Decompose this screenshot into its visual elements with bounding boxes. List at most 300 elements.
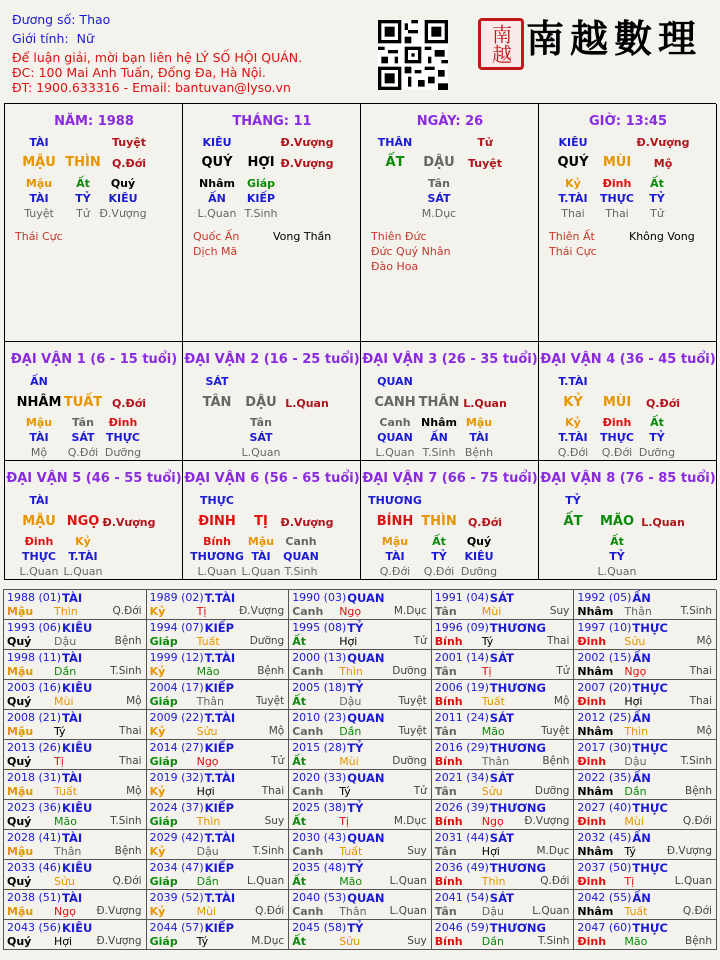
year-branch: Dần — [196, 875, 219, 888]
year-cell — [289, 890, 432, 920]
pillar-stem-branch: Q.Đới — [111, 157, 147, 170]
year-label: 2012 (25) — [577, 711, 632, 724]
brand-title: 南越數理 — [526, 16, 703, 61]
year-cell — [4, 710, 147, 740]
qr-code-icon[interactable] — [378, 20, 448, 90]
pillar-title: NGÀY: 26 — [416, 114, 484, 129]
year-branch: Tuất — [481, 695, 505, 708]
pillar-hidden-stem: Ất — [76, 177, 90, 190]
pillar-hidden-god: TỶ — [649, 192, 665, 205]
year-label: 2014 (27) — [149, 741, 204, 754]
year-stem: Bính — [434, 875, 463, 888]
dai-van-phase: Q.Đới — [601, 446, 633, 459]
pillar-stem-branch: Đ.Vượng — [280, 157, 334, 170]
dai-van-hidden-god: QUAN — [283, 550, 319, 563]
pillar-stem-branch: HỢI — [247, 155, 275, 170]
dai-van-ten-god: QUAN — [377, 375, 413, 388]
pillar-star: Đào Hoa — [371, 260, 419, 273]
year-cell — [4, 590, 147, 620]
year-label: 1997 (10) — [577, 621, 632, 634]
year-ten-god: TỶ — [347, 621, 364, 635]
pillar-cell — [5, 104, 183, 342]
pillar-star: Thiên Ất — [549, 230, 595, 243]
dai-van-stem-branch: BÍNH — [376, 514, 414, 529]
year-phase: Bệnh — [114, 845, 142, 857]
pillar-ten-god: Đ.Vượng — [636, 136, 690, 149]
dai-van-ten-god: SÁT — [205, 375, 229, 388]
year-branch: Tuất — [196, 635, 220, 648]
year-ten-god: TỶ — [347, 861, 364, 875]
year-label: 1991 (04) — [434, 591, 489, 604]
dai-van-hidden-stem: Bính — [203, 535, 231, 548]
gender-value: Nữ — [76, 31, 94, 46]
year-ten-god: T.TÀI — [204, 891, 236, 905]
year-phase: Q.Đới — [682, 815, 712, 827]
year-branch: Sửu — [339, 935, 361, 948]
year-cell — [4, 680, 147, 710]
year-label: 2005 (18) — [292, 681, 347, 694]
dai-van-hidden-god: TÀI — [29, 431, 49, 444]
year-cell — [147, 830, 290, 860]
year-stem: Đinh — [577, 935, 607, 948]
year-stem: Ất — [292, 815, 306, 828]
year-label: 2016 (29) — [434, 741, 489, 754]
year-ten-god: KIÊU — [62, 921, 93, 935]
dai-van-hidden-god: QUAN — [377, 431, 413, 444]
year-ten-god: T.TÀI — [204, 711, 236, 725]
dai-van-phase: L.Quan — [63, 565, 103, 578]
dai-van-hidden-stem: Đinh — [108, 416, 138, 429]
year-phase: Mộ — [126, 695, 142, 707]
year-ten-god: TỶ — [347, 681, 364, 695]
year-ten-god: QUAN — [347, 591, 385, 605]
dai-van-title: ĐẠI VẬN 6 (56 - 65 tuổi) — [184, 471, 360, 486]
dai-van-title: ĐẠI VẬN 8 (76 - 85 tuổi) — [540, 471, 716, 486]
year-stem: Kỷ — [149, 725, 166, 738]
subject-name: Đương số: Thao — [12, 12, 111, 27]
year-branch: Mão — [196, 665, 220, 678]
year-cell — [147, 890, 290, 920]
year-branch: Tị — [481, 665, 492, 678]
pillar-hidden-stem: Đinh — [602, 177, 632, 190]
year-phase: Dưỡng — [249, 635, 285, 647]
year-cell — [289, 860, 432, 890]
dai-van-phase: Q.Đới — [379, 565, 411, 578]
dai-van-hidden-stem: Tân — [72, 416, 94, 429]
year-stem: Tân — [434, 725, 457, 738]
year-cell — [147, 590, 290, 620]
year-stem: Giáp — [149, 815, 178, 828]
year-stem: Nhâm — [577, 845, 614, 858]
year-stem: Quý — [7, 875, 32, 888]
year-label: 2004 (17) — [149, 681, 204, 694]
year-stem: Quý — [7, 935, 32, 948]
year-stem: Canh — [292, 845, 324, 858]
dai-van-hidden-god: THỰC — [600, 431, 634, 444]
year-cell — [432, 770, 575, 800]
pillar-stem-branch: Tuyệt — [467, 157, 503, 170]
year-branch: Dần — [624, 785, 647, 798]
year-phase: Suy — [407, 845, 427, 857]
contact-invite: Để luận giải, mời bạn liên hệ LÝ SỐ HỘI QUÁN. — [12, 50, 303, 65]
year-phase: T.Sinh — [110, 665, 142, 677]
year-cell — [289, 620, 432, 650]
year-branch: Tuất — [54, 785, 78, 798]
year-stem: Giáp — [149, 635, 178, 648]
pillar-phase: M.Dục — [421, 207, 457, 220]
year-branch: Sửu — [624, 635, 646, 648]
year-cell — [4, 800, 147, 830]
dai-van-phase: Dưỡng — [104, 446, 142, 459]
dai-van-ten-god: TÀI — [29, 494, 49, 507]
dai-van-hidden-god: TÀI — [385, 550, 405, 563]
year-cell — [147, 620, 290, 650]
dai-van-hidden-stem: Kỷ — [75, 535, 91, 548]
dai-van-hidden-stem: Kỷ — [565, 416, 581, 429]
dai-van-hidden-god: THƯƠNG — [190, 550, 244, 563]
dai-van-phase: Bệnh — [464, 446, 494, 459]
pillar-title: NĂM: 1988 — [54, 114, 134, 129]
year-cell — [574, 740, 717, 770]
year-ten-god: TÀI — [62, 711, 83, 725]
year-label: 2017 (30) — [577, 741, 632, 754]
year-branch: Mão — [624, 935, 648, 948]
year-cell — [289, 800, 432, 830]
year-ten-god: KIÊU — [62, 621, 93, 635]
dai-van-hidden-god: TÀI — [469, 431, 489, 444]
dai-van-hidden-god: TÀI — [251, 550, 271, 563]
year-phase: Tử — [413, 785, 427, 797]
year-stem: Tân — [434, 905, 457, 918]
year-label: 2036 (49) — [434, 861, 489, 874]
year-branch: Ngọ — [481, 815, 504, 828]
year-cell — [574, 680, 717, 710]
year-stem: Nhâm — [577, 665, 614, 678]
dai-van-phase: L.Quan — [375, 446, 415, 459]
year-stem: Tân — [434, 845, 457, 858]
year-branch: Thân — [481, 755, 510, 768]
dai-van-hidden-stem: Đinh — [24, 535, 54, 548]
year-ten-god: QUAN — [347, 831, 385, 845]
year-branch: Sửu — [196, 725, 218, 738]
year-label: 2018 (31) — [7, 771, 62, 784]
dai-van-phase: Dưỡng — [460, 565, 498, 578]
year-phase: L.Quan — [246, 875, 285, 887]
year-ten-god: THƯƠNG — [489, 801, 546, 815]
year-cell — [289, 650, 432, 680]
year-stem: Bính — [434, 755, 463, 768]
year-branch: Thân — [196, 695, 224, 708]
pillar-star: Không Vong — [629, 230, 695, 243]
year-branch: Tị — [339, 815, 349, 828]
year-ten-god: THƯƠNG — [489, 621, 546, 635]
year-phase: T.Sinh — [252, 845, 285, 857]
year-branch: Ngọ — [54, 905, 76, 918]
dai-van-phase: L.Quan — [241, 446, 281, 459]
dai-van-stem-branch: Đ.Vượng — [280, 516, 334, 529]
dai-van-phase: Q.Đới — [557, 446, 589, 459]
year-branch: Mùi — [54, 695, 74, 708]
year-phase: Suy — [264, 815, 285, 827]
year-ten-god: KIẾP — [204, 681, 235, 695]
dai-van-phase: T.Sinh — [284, 565, 318, 578]
year-label: 1988 (01) — [7, 591, 62, 604]
dai-van-cell — [183, 461, 361, 580]
year-branch: Tuất — [339, 845, 363, 858]
pillar-star: Dịch Mã — [193, 245, 238, 258]
pillars-grid — [4, 103, 716, 580]
year-cell — [4, 920, 147, 950]
year-phase: Q.Đới — [112, 605, 142, 617]
year-ten-god: TÀI — [62, 651, 83, 665]
year-cell — [432, 710, 575, 740]
year-ten-god: QUAN — [347, 771, 385, 785]
year-stem: Nhâm — [577, 785, 614, 798]
year-label: 2043 (56) — [7, 921, 62, 934]
year-branch: Tị — [624, 875, 635, 888]
pillar-hidden-stem: Mậu — [25, 177, 53, 190]
year-stem: Canh — [292, 905, 324, 918]
year-stem: Bính — [434, 635, 463, 648]
year-label: 2003 (16) — [7, 681, 62, 694]
year-cell — [289, 830, 432, 860]
year-branch: Dậu — [339, 695, 362, 708]
year-stem: Mậu — [7, 665, 34, 678]
year-ten-god: QUAN — [347, 891, 385, 905]
year-branch: Tý — [339, 785, 351, 798]
year-label: 2009 (22) — [149, 711, 204, 724]
year-stem: Giáp — [149, 875, 178, 888]
year-phase: Tuyệt — [398, 725, 427, 737]
year-branch: Thìn — [196, 815, 221, 828]
dai-van-hidden-stem: Tân — [250, 416, 272, 429]
dai-van-cell — [5, 461, 183, 580]
year-ten-god: ẤN — [632, 651, 651, 665]
pillar-hidden-god: THỰC — [600, 192, 634, 205]
year-stem: Đinh — [577, 875, 607, 888]
dai-van-hidden-stem: Mậu — [247, 535, 275, 548]
year-stem: Canh — [292, 665, 324, 678]
year-stem: Bính — [434, 935, 463, 948]
dai-van-title: ĐẠI VẬN 2 (16 - 25 tuổi) — [184, 352, 360, 367]
year-stem: Quý — [7, 815, 32, 828]
dai-van-stem-branch: TỊ — [254, 514, 268, 529]
year-ten-god: THỰC — [632, 621, 668, 635]
pillar-stem-branch: MÙI — [602, 155, 632, 170]
year-phase: Suy — [407, 935, 427, 947]
year-stem: Nhâm — [577, 905, 614, 918]
pillar-stem-branch: QUÝ — [201, 155, 233, 170]
dai-van-ten-god: ẤN — [30, 375, 48, 388]
year-phase: Thai — [689, 695, 712, 707]
year-ten-god: THỰC — [632, 681, 668, 695]
dai-van-stem-branch: MÙI — [602, 395, 632, 410]
year-branch: Hợi — [624, 695, 643, 708]
year-branch: Hợi — [54, 935, 73, 948]
year-ten-god: SÁT — [489, 771, 514, 785]
year-cell — [147, 800, 290, 830]
year-label: 1995 (08) — [292, 621, 347, 634]
year-phase: Q.Đới — [682, 905, 712, 917]
dai-van-hidden-god: TỶ — [649, 431, 665, 444]
year-branch: Thìn — [54, 605, 78, 618]
dai-van-stem-branch: THÂN — [418, 395, 460, 410]
dai-van-phase: L.Quan — [241, 565, 281, 578]
pillar-stem-branch: DẬU — [423, 155, 455, 170]
dai-van-stem-branch: NHÂM — [16, 395, 62, 410]
year-ten-god: THƯƠNG — [489, 681, 546, 695]
year-stem: Canh — [292, 785, 324, 798]
year-cell — [574, 830, 717, 860]
year-branch: Mùi — [481, 605, 502, 618]
year-phase: Mộ — [696, 635, 712, 647]
year-ten-god: TỶ — [347, 921, 364, 935]
year-label: 2006 (19) — [434, 681, 489, 694]
pillar-star: Đức Quý Nhân — [371, 245, 451, 258]
year-stem: Giáp — [149, 695, 178, 708]
dai-van-stem-branch: Đ.Vượng — [102, 516, 156, 529]
year-phase: Tử — [271, 755, 285, 767]
dai-van-stem-branch: ĐINH — [198, 514, 236, 529]
year-label: 2026 (39) — [434, 801, 489, 814]
dai-van-hidden-stem: Quý — [466, 535, 492, 548]
year-label: 2038 (51) — [7, 891, 62, 904]
dai-van-stem-branch: MẬU — [22, 514, 56, 529]
dai-van-hidden-god: ẤN — [430, 431, 448, 444]
year-branch: Tý — [54, 725, 66, 738]
dai-van-stem-branch: L.Quan — [641, 516, 685, 529]
year-ten-god: ẤN — [632, 831, 651, 845]
year-phase: Đ.Vượng — [666, 845, 712, 857]
year-branch: Tý — [196, 935, 209, 948]
dai-van-stem-branch: CANH — [374, 395, 416, 410]
year-phase: M.Dục — [393, 605, 427, 617]
dai-van-cell — [361, 342, 539, 461]
year-phase: Q.Đới — [540, 875, 570, 887]
year-stem: Giáp — [149, 755, 178, 768]
year-stem: Đinh — [577, 815, 607, 828]
year-cell — [574, 650, 717, 680]
year-label: 2035 (48) — [292, 861, 347, 874]
year-stem: Bính — [434, 815, 463, 828]
pillar-title: THÁNG: 11 — [232, 114, 312, 129]
year-phase: Thai — [119, 725, 142, 737]
pillar-stem-branch: MẬU — [22, 155, 56, 170]
dai-van-hidden-god: SÁT — [71, 431, 95, 444]
dai-van-hidden-stem: Canh — [285, 535, 317, 548]
year-cell — [574, 860, 717, 890]
year-label: 2044 (57) — [149, 921, 204, 934]
year-cell — [147, 680, 290, 710]
year-ten-god: THƯƠNG — [489, 861, 546, 875]
year-cell — [574, 770, 717, 800]
dai-van-cell — [183, 342, 361, 461]
dai-van-hidden-stem: Nhâm — [421, 416, 457, 429]
year-label: 2034 (47) — [149, 861, 204, 874]
year-stem: Đinh — [577, 695, 607, 708]
year-label: 2013 (26) — [7, 741, 62, 754]
dai-van-hidden-god: TỶ — [431, 550, 447, 563]
year-label: 1999 (12) — [149, 651, 204, 664]
pillar-ten-god: KIÊU — [558, 136, 588, 149]
year-label: 2002 (15) — [577, 651, 632, 664]
dai-van-phase: Mộ — [30, 446, 48, 459]
year-phase: M.Dục — [393, 815, 427, 827]
year-branch: Sửu — [54, 875, 75, 888]
pillar-hidden-stem: Quý — [110, 177, 136, 190]
year-cell — [432, 680, 575, 710]
year-phase: L.Quan — [389, 875, 427, 887]
year-cell — [574, 800, 717, 830]
dai-van-stem-branch: Q.Đới — [467, 516, 503, 529]
year-phase: L.Quan — [674, 875, 712, 887]
year-ten-god: KIÊU — [62, 741, 93, 755]
year-branch: Tị — [54, 755, 64, 768]
year-phase: Thai — [119, 755, 142, 767]
year-stem: Kỷ — [149, 665, 166, 678]
year-cell — [574, 710, 717, 740]
year-phase: Mộ — [126, 785, 142, 797]
dai-van-ten-god: THƯƠNG — [368, 494, 422, 507]
year-stem: Quý — [7, 695, 32, 708]
dai-van-stem-branch: KỶ — [563, 395, 583, 410]
year-phase: Đ.Vượng — [524, 815, 570, 827]
year-branch: Ngọ — [196, 755, 219, 768]
year-branch: Tị — [196, 605, 207, 618]
pillar-stem-branch: ẤT — [385, 155, 405, 170]
dai-van-hidden-god: SÁT — [249, 431, 273, 444]
pillar-star: Thái Cực — [549, 245, 597, 258]
year-stem: Nhâm — [577, 725, 614, 738]
year-ten-god: SÁT — [489, 591, 514, 605]
dai-van-title: ĐẠI VẬN 3 (26 - 35 tuổi) — [362, 352, 538, 367]
pillar-star: Quốc Ấn — [193, 230, 240, 243]
pillar-cell — [539, 104, 717, 342]
year-cell — [147, 650, 290, 680]
year-label: 2023 (36) — [7, 801, 62, 814]
year-ten-god: TỶ — [347, 741, 364, 755]
dai-van-hidden-stem: Mậu — [25, 416, 53, 429]
year-cell — [4, 890, 147, 920]
year-branch: Tý — [624, 845, 636, 858]
year-stem: Canh — [292, 605, 324, 618]
year-label: 2041 (54) — [434, 891, 489, 904]
year-cell — [147, 740, 290, 770]
year-label: 2022 (35) — [577, 771, 632, 784]
year-label: 2039 (52) — [149, 891, 204, 904]
pillar-hidden-god: ẤN — [208, 192, 226, 205]
year-label: 2033 (46) — [7, 861, 62, 874]
year-branch: Dậu — [624, 755, 647, 768]
year-cell — [574, 590, 717, 620]
year-phase: Mộ — [268, 725, 285, 737]
pillar-hidden-god: T.TÀI — [558, 192, 588, 205]
year-cell — [4, 830, 147, 860]
pillar-phase: Tử — [650, 207, 664, 220]
year-ten-god: TÀI — [62, 891, 83, 905]
dai-van-phase: Dưỡng — [638, 446, 676, 459]
year-ten-god: SÁT — [489, 711, 514, 725]
year-branch: Tuất — [624, 905, 648, 918]
pillar-cell — [361, 104, 539, 342]
year-phase: Thai — [546, 635, 570, 647]
year-phase: Đ.Vượng — [96, 935, 142, 947]
year-cell — [574, 620, 717, 650]
pillar-hidden-god: KIẾP — [246, 192, 276, 205]
year-cell — [147, 770, 290, 800]
year-cell — [289, 770, 432, 800]
year-phase: Bệnh — [685, 935, 712, 947]
